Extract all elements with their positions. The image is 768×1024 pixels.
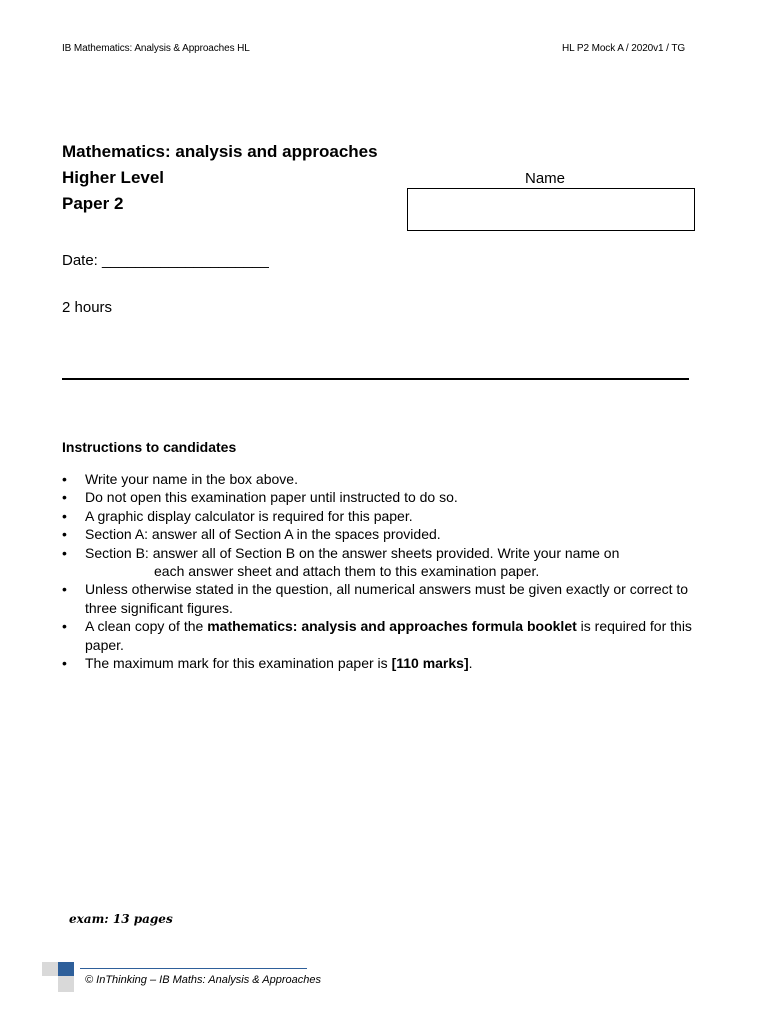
name-label: Name bbox=[525, 170, 566, 187]
list-item bbox=[62, 507, 702, 525]
list-item bbox=[62, 488, 702, 506]
bullet-icon: • bbox=[62, 655, 67, 672]
instruction-text: is required for this paper. bbox=[85, 618, 692, 653]
instruction-text: Section B: answer all of Section B on the answer sheets provided. Write your name on bbox=[85, 544, 620, 561]
list-item bbox=[62, 525, 702, 543]
instruction-text: A clean copy of the bbox=[85, 618, 208, 635]
instruction-text: . bbox=[468, 655, 473, 672]
instructions-list bbox=[62, 470, 702, 672]
subject-title: Mathematics: analysis and approaches bbox=[62, 142, 378, 161]
instruction-text: A graphic display calculator is required for this paper. bbox=[85, 507, 413, 524]
instruction-text: Unless otherwise stated in the question, all numerical answers must be given exactly or correct to three significant figures. bbox=[85, 581, 689, 616]
instruction-text: Write your name in the box above. bbox=[85, 471, 298, 487]
footer-copyright: © InThinking – IB Maths: Analysis & Approaches bbox=[85, 974, 321, 986]
bullet-icon: • bbox=[62, 507, 67, 524]
duration: 2 hours bbox=[62, 299, 113, 316]
list-item bbox=[62, 617, 702, 654]
list-item bbox=[62, 470, 702, 488]
bullet-icon: • bbox=[62, 581, 67, 598]
list-item bbox=[62, 544, 702, 581]
list-item bbox=[62, 580, 702, 617]
footer-rule bbox=[80, 968, 307, 969]
footer-logo-square bbox=[58, 962, 74, 976]
instruction-text: Section A: answer all of Section A in the spaces provided. bbox=[85, 526, 441, 543]
max-marks-emphasis: [110 marks] bbox=[391, 655, 469, 672]
header-right: HL P2 Mock A / 2020v1 / TG bbox=[562, 43, 686, 54]
list-item bbox=[62, 654, 702, 672]
instruction-text: Do not open this examination paper until instructed to do so. bbox=[85, 489, 458, 506]
instructions-heading: Instructions to candidates bbox=[62, 439, 237, 455]
footer-logo-square bbox=[58, 976, 74, 992]
page-count-note: exam: 13 pages bbox=[69, 912, 173, 926]
level-title: Higher Level bbox=[62, 168, 165, 187]
header-left: IB Mathematics: Analysis & Approaches HL bbox=[62, 43, 250, 54]
instruction-text: The maximum mark for this examination paper is bbox=[85, 655, 392, 672]
formula-booklet-emphasis: mathematics: analysis and approaches formula booklet bbox=[207, 618, 577, 635]
bullet-icon: • bbox=[62, 618, 67, 635]
date-line: Date: ____________________ bbox=[62, 252, 269, 269]
bullet-icon: • bbox=[62, 526, 67, 543]
instruction-continuation: each answer sheet and attach them to this examination paper. bbox=[154, 563, 540, 580]
divider-rule bbox=[62, 378, 689, 380]
bullet-icon: • bbox=[62, 544, 67, 561]
paper-title: Paper 2 bbox=[62, 194, 124, 213]
name-box bbox=[407, 188, 695, 231]
footer-logo-square bbox=[42, 962, 58, 976]
bullet-icon: • bbox=[62, 489, 67, 506]
bullet-icon: • bbox=[62, 471, 67, 487]
